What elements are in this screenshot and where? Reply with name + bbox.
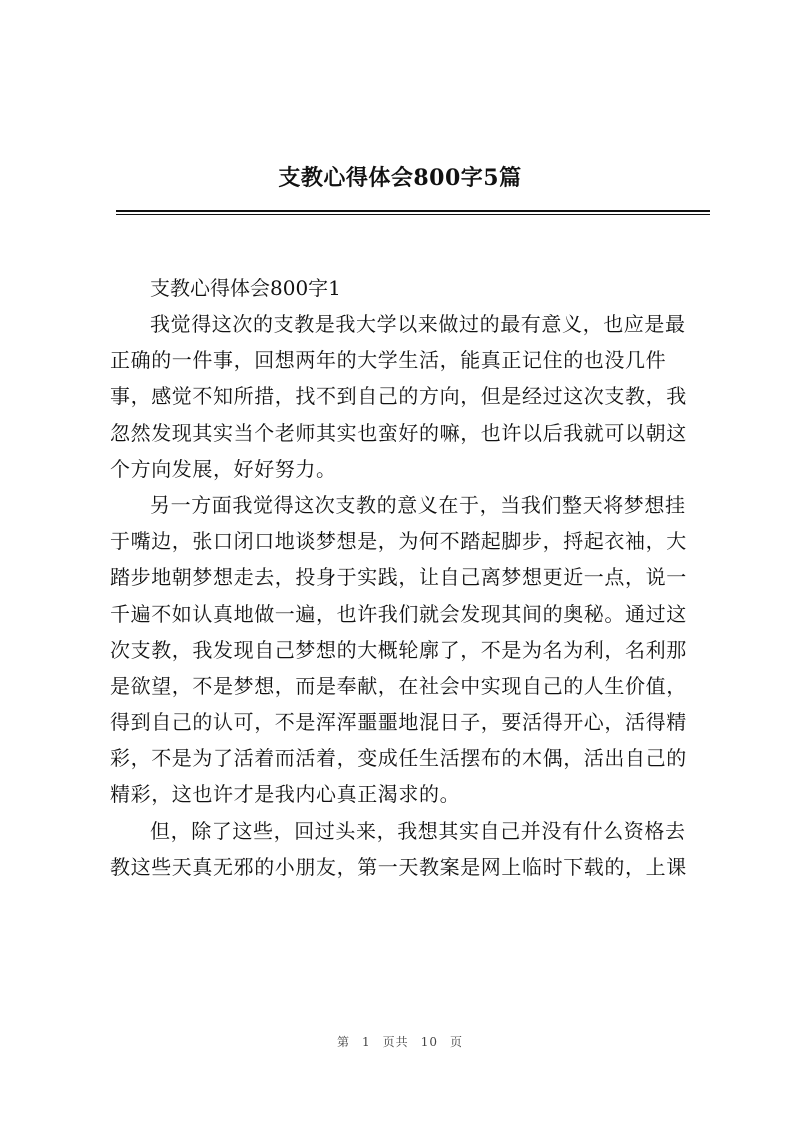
document-body (110, 270, 708, 885)
paragraph-line: 我觉得这次的支教是我大学以来做过的最有意义，也应是最 (150, 312, 686, 336)
footer-current-page: 1 (362, 1035, 371, 1049)
page-footer (0, 1033, 800, 1050)
paragraph-line: 于嘴边，张口闭口地谈梦想是，为何不踏起脚步，捋起衣袖，大 (110, 529, 687, 554)
paragraph-2 (110, 487, 708, 813)
paragraph-line: 彩，不是为了活着而活着，变成任生活摆布的木偶，活出自己的 (110, 746, 687, 771)
document-title: 支教心得体会800字5篇 (278, 165, 522, 191)
paragraph-line: 是欲望，不是梦想，而是奉献，在社会中实现自己的人生价值， (110, 673, 687, 698)
section-heading: 支教心得体会800字1 (150, 276, 341, 300)
paragraph-1 (110, 306, 708, 487)
title-underline-rule (116, 210, 710, 215)
paragraph-line: 教这些天真无邪的小朋友，第一天教案是网上临时下载的，上课 (110, 854, 687, 879)
footer-total-pages: 10 (420, 1035, 438, 1049)
paragraph-line: 个方向发展，好好努力。 (110, 456, 337, 481)
footer-page-prefix: 第 (337, 1035, 351, 1049)
paragraph-line: 踏步地朝梦想走去，投身于实践，让自己离梦想更近一点，说一 (110, 565, 687, 590)
paragraph-line: 精彩，这也许才是我内心真正渴求的。 (110, 782, 461, 807)
paragraph-line: 得到自己的认可，不是浑浑噩噩地混日子，要活得开心，活得精 (110, 710, 687, 735)
paragraph-line: 正确的一件事，回想两年的大学生活，能真正记住的也没几件 (110, 348, 667, 373)
footer-page-mid: 页共 (382, 1035, 409, 1049)
paragraph-line: 另一方面我觉得这次支教的意义在于，当我们整天将梦想挂 (150, 492, 686, 517)
paragraph-line: 忽然发现其实当个老师其实也蛮好的嘛，也许以后我就可以朝这 (110, 420, 687, 445)
paragraph-line: 千遍不如认真地做一遍，也许我们就会发现其间的奥秘。通过这 (110, 601, 687, 626)
paragraph-line: 事，感觉不知所措，找不到自己的方向，但是经过这次支教，我 (110, 384, 687, 409)
paragraph-line: 次支教，我发现自己梦想的大概轮廓了，不是为名为利，名利那 (110, 637, 687, 662)
paragraph-3 (110, 813, 708, 885)
paragraph-line: 但，除了这些，回过头来，我想其实自己并没有什么资格去 (150, 818, 686, 843)
footer-page-suffix: 页 (449, 1035, 463, 1049)
